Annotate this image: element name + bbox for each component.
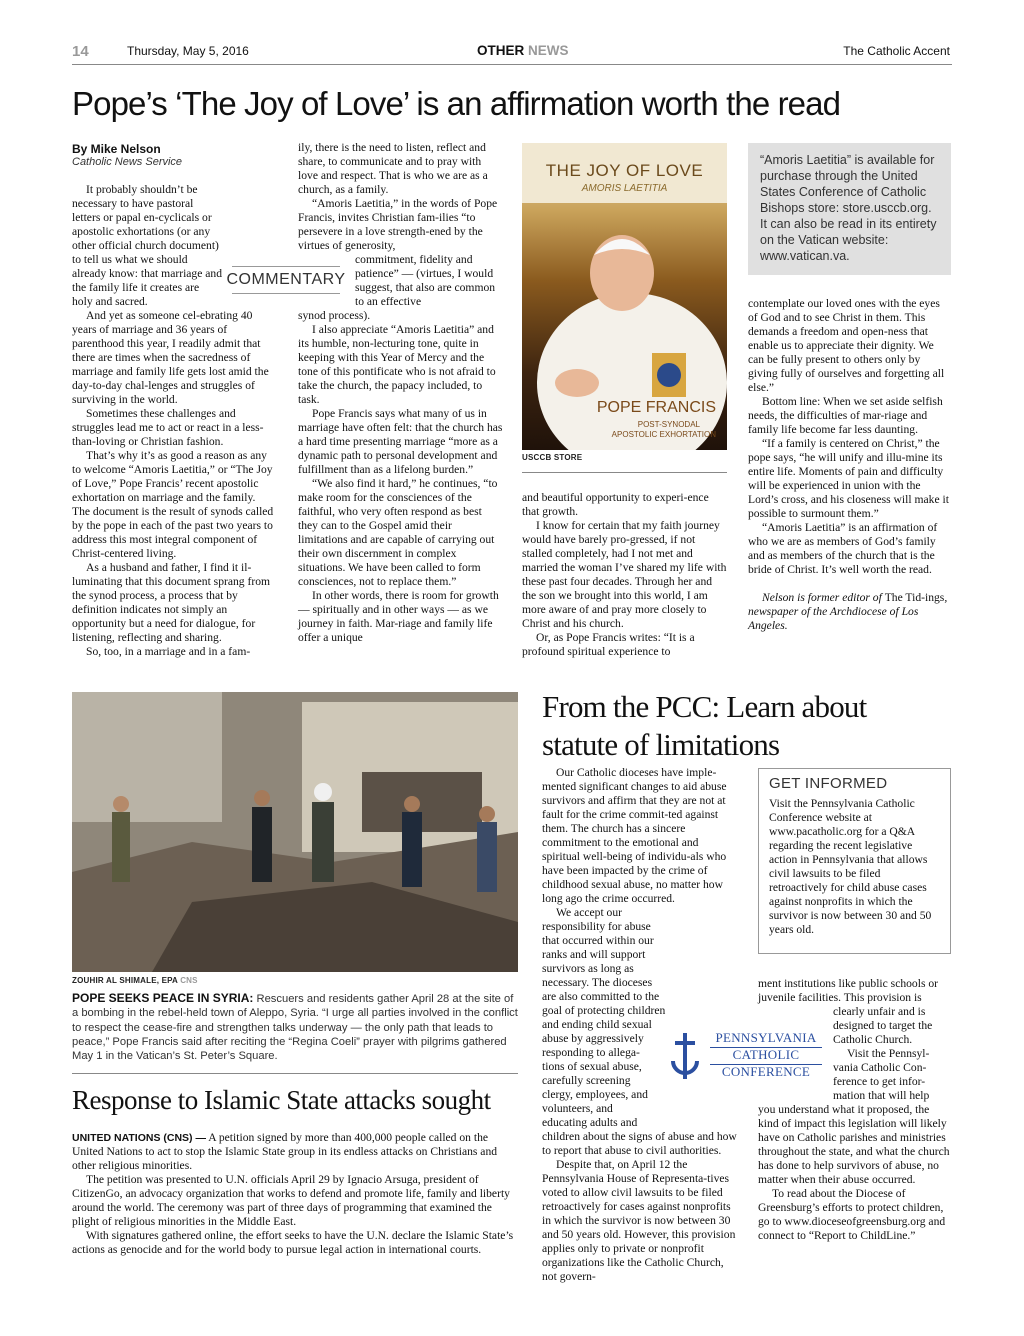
- main-story-column-1: [72, 183, 274, 659]
- pcc-headline: [542, 688, 962, 764]
- paragraph: With signatures gathered online, the effort seeks to have the U.N. declare the Islamic State’s actions as genocide and for the world body to pursue legal action in international courts.: [72, 1229, 514, 1256]
- cover-title: THE JOY OF LOVE: [545, 161, 704, 180]
- paragraph: That’s why it’s as good a reason as any to welcome “Amoris Laetitia,” or “The Joy of Love,” Pope Francis’ recent apostolic exhortation on marriage and the family. The document is the result of synods called by the pope in each of the past two years to address this most integral component of Christ-centered living.: [72, 449, 274, 560]
- paragraph: you understand what it proposed, the kind of impact this legislation will likely have on Catholic parishes and ministries throughout the state, and what the church has done to help survivors of abuse, no matter when their abuse occurred.: [758, 1103, 950, 1186]
- syria-caption-head: POPE SEEKS PEACE IN SYRIA:: [72, 991, 254, 1005]
- paragraph: “Amoris Laetitia” is an affirmation of who we are as members of God’s family and as members of the church that is the bride of Christ. It’s well worth the read.: [748, 521, 938, 576]
- paragraph: Despite that, on April 12 the Pennsylvania House of Representa-tives voted to allow civil lawsuits to be filed retroactively for cases against nonprofits in which the survivor is now between 30 and 50 years old. However, this provision applies only to private or nonprofit organizations like the Catholic Church, not govern-: [542, 1158, 736, 1283]
- paragraph: The petition was presented to U.N. officials April 29 by Ignacio Arsuga, president of CitizenGo, an advocacy organization that works to defend and promote life, family and liberty around the world. The ceremony was part of three days of programming that examined the plight of religious minorities in the Middle East.: [72, 1173, 510, 1228]
- paragraph: [72, 1131, 518, 1173]
- section-title-light: NEWS: [528, 43, 569, 58]
- isis-paragraph-1: A petition signed by more than 400,000 people called on the United Nations to act to stop the Islamic State group in its endless attacks on Christians and other religious minorities.: [72, 1131, 498, 1172]
- get-informed-heading: GET INFORMED: [769, 775, 888, 792]
- bio-part-c: , newspaper of the Archdiocese of Los Angeles.: [748, 591, 948, 632]
- paragraph: ily, there is the need to listen, reflect and share, to communicate and to pray with love and respect. That is who we are as a church, as a family.: [298, 141, 488, 196]
- paragraph: It probably shouldn’t be necessary to have pastoral letters or papal en-cyclicals or apostolic exhortations (or any other official church document) to tell us what we should already know: that marriage and the family life it creates are holy and sacred.: [72, 183, 223, 308]
- get-informed-box: [758, 768, 951, 954]
- paragraph: Sometimes these challenges and struggles lead me to act or react in a less-than-loving or Christian fashion.: [72, 407, 264, 448]
- byline: By Mike Nelson: [72, 142, 161, 156]
- paragraph: Bottom line: When we set aside selfish needs, the difficulties of mar-riage and family life become far less daunting.: [748, 395, 943, 436]
- main-headline: Pope’s ‘The Joy of Love’ is an affirmation worth the read: [72, 85, 841, 122]
- paragraph: Or, as Pope Francis writes: “It is a profound spiritual experience to: [522, 631, 695, 658]
- main-story-column-2: [298, 141, 503, 645]
- pcc-headline-line-2: statute of limitations: [542, 727, 780, 762]
- paragraph: clearly unfair and is designed to target the Catholic Church.: [833, 1005, 933, 1046]
- paragraph: To read about the Diocese of Greensburg’s efforts to protect children, go to www.dioceseofgreensburg.org and connect to “Report to ChildLine.”: [758, 1187, 946, 1242]
- byline-org: Catholic News Service: [72, 156, 183, 168]
- pcc-headline-line-1: From the PCC: Learn about: [542, 689, 867, 724]
- paragraph: and beautiful opportunity to experi-ence that growth.: [522, 491, 709, 518]
- main-story-column-3: [522, 491, 727, 659]
- availability-sidebar: “Amoris Laetitia” is available for purchase through the United States Conference of Catholic Bishops store: store.usccb.org. It can also be read in its entirety on the Vatican website: www.vatican.va.: [748, 143, 951, 275]
- paragraph: Our Catholic dioceses have imple-mented significant changes to aid abuse survivors and affirm that they are not at fault for the crime commit-ted against them. The church has a sincere commitment to the emotional and spiritual well-being of individu-als who have been impacted by the crime of childhood sexual abuse, no matter how long ago the crime occurred.: [542, 766, 727, 905]
- main-story-column-4: [748, 297, 951, 633]
- paragraph: commitment, fidelity and patience” — (virtues, I would suggest, that also are common to an effective: [355, 253, 496, 308]
- paragraph: children about the signs of abuse and how to report that abuse to civil authorities.: [542, 1130, 737, 1157]
- book-cover-photo: [522, 143, 727, 450]
- syria-credit-main: ZOUHIR AL SHIMALE, EPA: [72, 976, 178, 985]
- page-number: 14: [72, 43, 89, 60]
- paragraph: “If a family is centered on Christ,” the pope says, “he will unify and illu-mine its entire life. Moments of pain and difficulty will be experienced in union with the Lord’s cross, and his closeness will make it possible to surmount them.”: [748, 437, 949, 520]
- logo-line-3: CONFERENCE: [721, 1064, 811, 1079]
- paragraph: synod process).: [298, 309, 371, 322]
- get-informed-text: Visit the Pennsylvania Catholic Conference website at www.pacatholic.org for a Q&A regarding the recent legislative action in Pennsylvania that allows civil lawsuits to be filed retroactively for child abuse cases against nonprofits in which the survivor is now between 30 and 50 years old.: [769, 797, 932, 936]
- syria-credit-agency: CNS: [180, 976, 198, 985]
- paragraph: Pope Francis says what many of us in marriage have often felt: that the church has a hard time presenting marriage “more as a dynamic path to personal development and fulfillment than as a lifelong burden.”: [298, 407, 503, 476]
- paragraph: “Amoris Laetitia,” in the words of Pope Francis, invites Christian fam-ilies “to persevere in a love strength-ened by the virtues of generosity,: [298, 197, 498, 252]
- paragraph: I also appreciate “Amoris Laetitia” and its humble, non-lecturing tone, quite in keeping with this Year of Mercy and the tone of this pontificate who is not afraid to take the church, the papacy included, to task.: [298, 323, 496, 406]
- syria-caption-text: Rescuers and residents gather April 28 at the site of a bombing in the rebel-held town of Aleppo, Syria. “I urge all parties involved in the conflict to respect the cease-fire and strengthen talks underway — the only path that leads to peace,” Pope Francis said after reciting the “Regina Coeli” prayer with pilgrims gathered May 1 in the Vatican’s St. Peter’s Square.: [72, 993, 518, 1063]
- cover-line-1: POST-SYNODAL: [637, 420, 700, 429]
- paragraph: So, too, in a marriage and in a fam-: [86, 645, 251, 658]
- bio-publication: The Tid-ings: [884, 591, 945, 604]
- pcc-column-1: [542, 766, 738, 1284]
- cover-line-2: APOSTOLIC EXHORTATION: [611, 430, 716, 439]
- cross-logo-icon: [670, 1033, 700, 1079]
- section-title-bold: OTHER: [477, 43, 525, 58]
- isis-dateline: UNITED NATIONS (CNS) —: [72, 1132, 206, 1144]
- cover-photo-credit: USCCB STORE: [522, 453, 583, 462]
- syria-scene-illustration: [72, 692, 518, 972]
- cover-subtitle: AMORIS LAETITIA: [581, 183, 668, 194]
- paragraph: Visit the Pennsyl-vania Catholic Con-ference to get infor-mation that will help: [833, 1047, 930, 1102]
- logo-line-2: CATHOLIC: [710, 1047, 822, 1065]
- paragraph: responding to allega-tions of sexual abuse, carefully screening clergy, employees, and volunteers, and educating adults and: [542, 1046, 648, 1129]
- publication-name: The Catholic Accent: [843, 44, 950, 58]
- pcc-column-2: [758, 977, 951, 1243]
- section-title: [477, 43, 569, 58]
- cover-pope-name: POPE FRANCIS: [596, 399, 716, 416]
- logo-line-1: PENNSYLVANIA: [710, 1030, 822, 1048]
- paragraph: In other words, there is room for growth — spiritually and in other ways — as we journey in faith. Mar-riage and family life offer a unique: [298, 589, 499, 644]
- syria-caption: [72, 991, 518, 1063]
- commentary-label: COMMENTARY: [232, 266, 340, 294]
- syria-rule: [72, 1073, 518, 1074]
- bio-part-a: Nelson is former editor of: [762, 591, 882, 604]
- isis-headline: Response to Islamic State attacks sought: [72, 1085, 491, 1115]
- paragraph: contemplate our loved ones with the eyes of God and to see Christ in them. This demands a freedom and open-ness that enable us to appreciate their dignity. We can be fully present to others only by giving fully of ourselves and forgetting all else.”: [748, 297, 945, 394]
- issue-date: Thursday, May 5, 2016: [127, 44, 249, 58]
- syria-photo-credit: [72, 976, 198, 985]
- syria-rubble-photo: [72, 692, 518, 972]
- author-bio: [748, 591, 951, 633]
- paragraph: As a husband and father, I find it il-luminating that this document sprang from the synod process, a process that by definition indicates not simply an opportunity but a need for dialogue, for listening, reflecting and sharing.: [72, 561, 271, 644]
- paragraph: We accept our responsibility for abuse that occurred within our ranks and will support survivors as long as necessary. The dioceses are also committed to the goal of protecting children and ending child sexual abuse by aggressively: [542, 906, 666, 1045]
- paragraph: I know for certain that my faith journey would have barely pro-gressed, if not stalled completely, had I not met and married the woman I’ve shared my life with these past four decades. Through her and the son we brought into this world, I am more aware of and pray more closely to Christ and his church.: [522, 519, 727, 630]
- paragraph: “We also find it hard,” he continues, “to make room for the consciences of the faithful, who very often respond as best they can to the Gospel amid their limitations and are capable of carrying out their own discernment in complex situations. We have been called to form consciences, not to replace them.”: [298, 477, 498, 588]
- isis-story: [72, 1131, 518, 1257]
- paragraph: And yet as someone cel-ebrating 40 years of marriage and 36 years of parenthood this year, I readily admit that there are times when the sacredness of marriage and family life gets lost amid the day-to-day chal-lenges and struggles of surviving in the world.: [72, 309, 269, 406]
- paragraph: ment institutions like public schools or juvenile facilities. This provision is: [758, 977, 939, 1004]
- cover-rule: [522, 472, 727, 473]
- masthead-rule: [72, 64, 952, 65]
